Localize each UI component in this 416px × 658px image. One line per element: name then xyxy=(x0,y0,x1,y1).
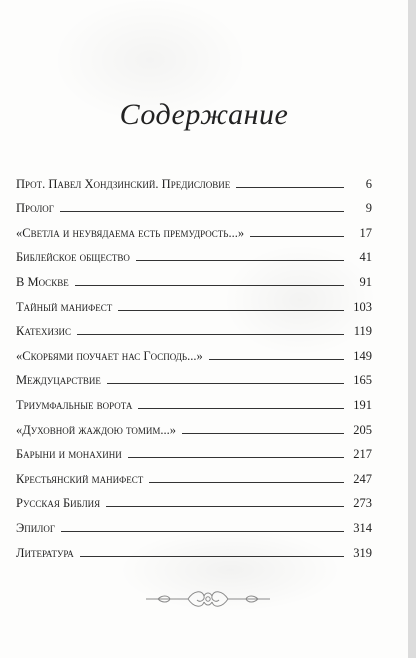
toc-leader-line xyxy=(128,457,344,458)
toc-entry xyxy=(16,314,372,339)
toc-leader-line xyxy=(80,556,344,557)
toc-leader-line xyxy=(236,187,344,188)
toc-entry-page: 314 xyxy=(353,520,372,535)
toc-entry xyxy=(16,535,372,560)
toc-entry xyxy=(16,437,372,462)
toc-entry-page: 9 xyxy=(365,201,372,216)
toc-entry-page: 319 xyxy=(353,545,372,560)
toc-entry xyxy=(16,240,372,265)
toc-entry xyxy=(16,363,372,388)
toc-entry-label: Эпилог xyxy=(16,520,56,535)
toc-leader-line xyxy=(107,383,344,384)
toc-entry-page: 119 xyxy=(353,324,372,339)
toc-entry-page: 41 xyxy=(359,250,372,265)
toc-entry xyxy=(16,289,372,314)
toc-leader-line xyxy=(118,310,344,311)
toc-leader-line xyxy=(106,506,344,507)
toc-entry-label: Крестьянский манифест xyxy=(16,471,144,486)
toc-entry-label: «Скорбями поучает нас Господь...» xyxy=(16,348,203,363)
toc-leader-line xyxy=(209,359,344,360)
toc-entry xyxy=(16,215,372,240)
toc-leader-line xyxy=(149,482,344,483)
toc-leader-line xyxy=(136,260,344,261)
toc-entry xyxy=(16,486,372,511)
toc-entry-page: 247 xyxy=(353,471,372,486)
toc-entry-page: 91 xyxy=(359,274,372,289)
toc-entry-page: 165 xyxy=(353,373,372,388)
toc-entry-page: 103 xyxy=(353,299,372,314)
toc-leader-line xyxy=(60,211,344,212)
toc-entry xyxy=(16,461,372,486)
toc-entry-label: В Москве xyxy=(16,274,69,289)
toc-entry xyxy=(16,412,372,437)
toc-entry-label: Междуцарствие xyxy=(16,373,101,388)
toc-entry-page: 17 xyxy=(359,225,372,240)
toc-entry xyxy=(16,166,372,191)
toc-entry-label: «Светла и неувядаема есть премудрость...» xyxy=(16,225,245,240)
page-title: Содержание xyxy=(119,98,289,131)
toc-entry xyxy=(16,264,372,289)
toc-entry-label: Пролог xyxy=(16,201,55,216)
toc-entry-label: Катехизис xyxy=(16,324,72,339)
toc-entry-page: 273 xyxy=(353,496,372,511)
toc-entry xyxy=(16,191,372,216)
toc-leader-line xyxy=(77,334,344,335)
toc-entry-label: Библейское общество xyxy=(16,250,130,265)
toc-entry-page: 205 xyxy=(353,422,372,437)
toc-entry-page: 217 xyxy=(353,447,372,462)
scroll-flourish-icon xyxy=(144,586,272,612)
toc-entry-label: Триумфальные ворота xyxy=(16,397,133,412)
toc-entry-label: Тайный манифест xyxy=(16,299,113,314)
toc-leader-line xyxy=(75,285,344,286)
toc-leader-line xyxy=(182,433,344,434)
toc-leader-line xyxy=(250,236,344,237)
toc-entry-label: Барыни и монахини xyxy=(16,447,122,462)
toc-entry xyxy=(16,338,372,363)
toc-entry xyxy=(16,387,372,412)
toc-entry-page: 6 xyxy=(365,176,372,191)
toc-entry-label: Русская Библия xyxy=(16,496,101,511)
table-of-contents xyxy=(16,166,372,560)
toc-leader-line xyxy=(61,531,344,532)
toc-entry-page: 191 xyxy=(353,397,372,412)
toc-entry-label: Прот. Павел Хондзинский. Предисловие xyxy=(16,176,231,191)
toc-entry-page: 149 xyxy=(353,348,372,363)
toc-entry xyxy=(16,510,372,535)
toc-entry-label: Литература xyxy=(16,545,74,560)
toc-leader-line xyxy=(138,408,344,409)
toc-entry-label: «Духовной жаждою томим...» xyxy=(16,422,176,437)
